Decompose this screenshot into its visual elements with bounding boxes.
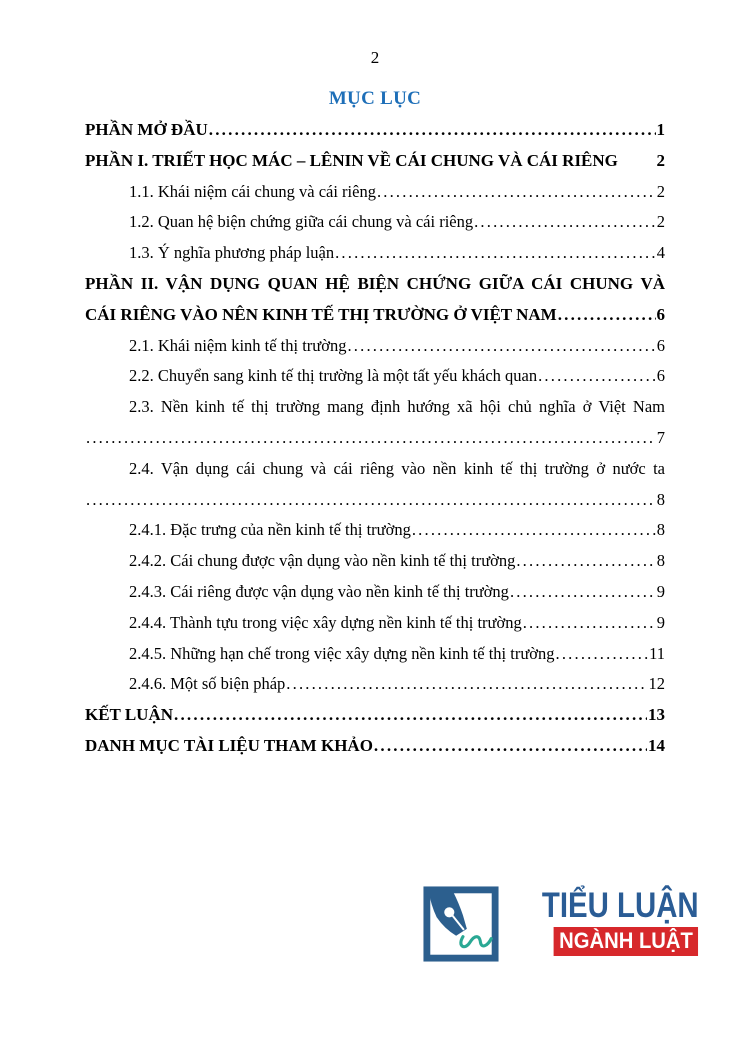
brand-logo <box>422 885 699 963</box>
toc-entry-text: 2.4. Vận dụng cái chung và cái riêng vào nền kinh tế thị trường ở nước ta <box>129 458 665 478</box>
toc-page-ref: 2 <box>656 150 665 170</box>
dot-leader <box>516 546 655 577</box>
toc-row <box>85 608 665 639</box>
toc-entry-text: PHẦN MỞ ĐẦU <box>85 120 208 139</box>
toc-row <box>85 669 665 700</box>
dot-leader <box>538 361 656 392</box>
dot-leader <box>335 238 656 269</box>
toc-entry-text: CÁI RIÊNG VÀO NÊN KINH TẾ THỊ TRƯỜNG Ở VIỆT NAM <box>85 304 557 324</box>
toc-title: MỤC LỤC <box>328 88 422 109</box>
toc-page-ref: 2 <box>656 212 665 232</box>
toc-page-ref: 6 <box>656 335 665 355</box>
toc-row <box>85 207 665 238</box>
toc-entry-text: 2.3. Nền kinh tế thị trường mang định hướng xã hội chủ nghĩa ở Việt Nam <box>129 397 665 417</box>
toc-page-ref: 4 <box>656 243 665 263</box>
dot-leader <box>209 115 656 146</box>
dot-leader <box>510 577 656 608</box>
toc-row <box>85 300 665 331</box>
toc-row <box>85 331 665 362</box>
toc-entry-text: 2.1. Khái niệm kinh tế thị trường <box>129 335 347 355</box>
toc-page-ref: 13 <box>648 705 665 725</box>
dot-leader <box>558 300 656 331</box>
toc-page-ref: 8 <box>656 520 665 540</box>
toc-list <box>85 115 665 762</box>
toc-entry-text: 2.4.5. Những hạn chế trong việc xây dựng nền kinh tế thị trường <box>129 643 555 663</box>
dot-leader <box>474 207 656 238</box>
toc-row <box>85 515 665 546</box>
dot-leader <box>86 423 656 454</box>
toc-page-ref: 7 <box>656 427 665 447</box>
toc-row <box>85 146 665 177</box>
dot-leader <box>174 700 647 731</box>
toc-row <box>85 423 665 454</box>
toc-entry-text: 2.2. Chuyển sang kinh tế thị trường là một tất yếu khách quan <box>129 366 538 386</box>
toc-page-ref: 6 <box>656 366 665 386</box>
toc-row <box>85 700 665 731</box>
logo-text-block <box>512 888 699 956</box>
dot-leader <box>377 177 656 208</box>
toc-row <box>85 577 665 608</box>
toc-row <box>85 546 665 577</box>
toc-row <box>85 639 665 670</box>
toc-row <box>85 454 665 485</box>
dot-leader <box>286 669 647 700</box>
toc-entry-text: 2.4.2. Cái chung được vận dụng vào nền kinh tế thị trường <box>129 551 516 571</box>
toc-entry-text: 2.4.4. Thành tựu trong việc xây dựng nền kinh tế thị trường <box>129 612 522 632</box>
fountain-pen-icon <box>422 885 500 963</box>
toc-entry-text: PHẦN I. TRIẾT HỌC MÁC – LÊNIN VỀ CÁI CHUNG VÀ CÁI RIÊNG <box>85 150 618 170</box>
dot-leader <box>374 731 647 762</box>
toc-row <box>85 361 665 392</box>
toc-page-ref: 1 <box>656 120 665 139</box>
toc-entry-text: 1.3. Ý nghĩa phương pháp luận <box>129 243 335 263</box>
toc-entry-text: 2.4.6. Một số biện pháp <box>129 674 286 694</box>
toc-entry-text: 1.1. Khái niệm cái chung và cái riêng <box>129 181 376 201</box>
dot-leader <box>523 608 656 639</box>
dot-leader <box>556 639 649 670</box>
toc-page-ref: 11 <box>649 643 665 663</box>
toc-page-ref: 9 <box>656 581 665 601</box>
toc-page-ref: 6 <box>656 304 665 324</box>
toc-row <box>85 238 665 269</box>
logo-badge: NGÀNH LUẬT <box>554 927 699 956</box>
toc-entry-text: 2.4.1. Đặc trưng của nền kinh tế thị trường <box>129 520 411 540</box>
toc-row <box>85 269 665 300</box>
logo-title: TIỂU LUẬN <box>541 886 699 925</box>
toc-page-ref: 14 <box>648 735 665 755</box>
toc-row <box>85 177 665 208</box>
toc-entry-text: DANH MỤC TÀI LIỆU THAM KHẢO <box>85 735 373 755</box>
toc-page-ref: 8 <box>656 551 665 571</box>
toc-entry-text: PHẦN II. VẬN DỤNG QUAN HỆ BIỆN CHỨNG GIỮA CÁI CHUNG VÀ <box>85 273 665 293</box>
toc-page-ref: 12 <box>648 674 665 694</box>
toc-entry-text: 2.4.3. Cái riêng được vận dụng vào nền kinh tế thị trường <box>129 581 509 601</box>
toc-row <box>85 392 665 423</box>
dot-leader <box>412 515 656 546</box>
dot-leader <box>86 485 656 516</box>
toc-page-ref: 8 <box>656 489 665 509</box>
toc-row <box>85 485 665 516</box>
toc-page-ref: 2 <box>656 181 665 201</box>
toc-entry-text: 1.2. Quan hệ biện chứng giữa cái chung và cái riêng <box>129 212 474 232</box>
dot-leader <box>347 331 655 362</box>
toc-page-ref: 9 <box>656 612 665 632</box>
toc-entry-text: KẾT LUẬN <box>85 705 174 725</box>
toc-row <box>85 115 665 146</box>
toc-row <box>85 731 665 762</box>
page-number: 2 <box>370 48 380 67</box>
